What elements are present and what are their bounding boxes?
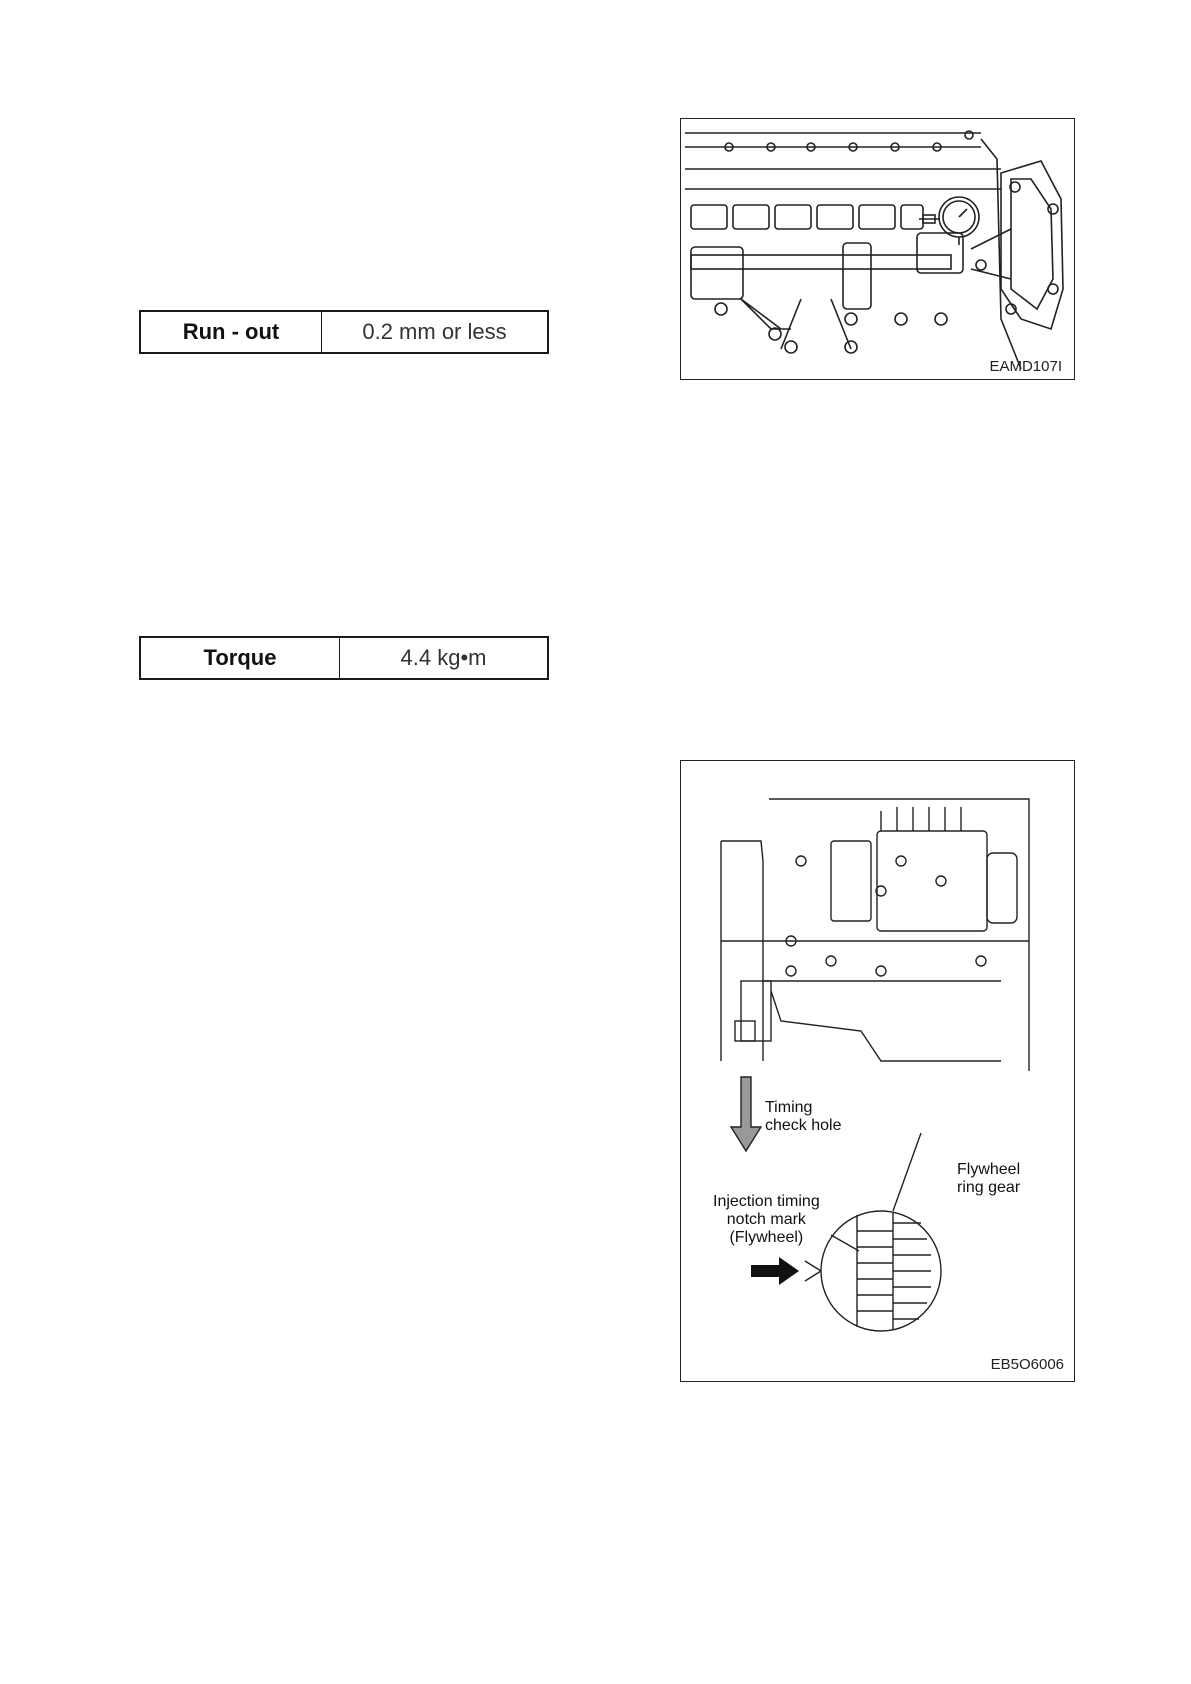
runout-value: 0.2 mm or less — [362, 319, 507, 344]
injection-notch-mark-line1: Injection timing — [713, 1193, 820, 1210]
torque-label: Torque — [141, 638, 340, 678]
torque-value: 4.4 kg•m — [400, 645, 487, 670]
injection-notch-mark-line2: notch mark — [726, 1211, 806, 1228]
timing-check-hole-callout — [765, 1099, 842, 1135]
timing-check-hole-line2: check hole — [765, 1117, 842, 1134]
runout-measurement-figure — [680, 118, 1075, 380]
figure1-code: EAMD107I — [989, 358, 1062, 375]
injection-timing-figure — [680, 760, 1075, 1382]
timing-check-hole-line1: Timing — [765, 1099, 813, 1116]
injection-notch-mark-callout — [713, 1193, 820, 1247]
flywheel-ring-gear-line2: ring gear — [957, 1179, 1021, 1196]
flywheel-ring-gear-line1: Flywheel — [957, 1161, 1021, 1178]
dial-gauge-setup-illustration — [681, 119, 1076, 381]
flywheel-ring-gear-callout — [957, 1161, 1020, 1197]
injection-notch-mark-line3: (Flywheel) — [729, 1229, 804, 1246]
runout-label: Run - out — [141, 312, 322, 352]
figure2-code: EB5O6006 — [990, 1356, 1064, 1373]
runout-spec-table — [139, 310, 549, 354]
torque-spec-table — [139, 636, 549, 680]
engine-timing-illustration — [681, 761, 1076, 1383]
